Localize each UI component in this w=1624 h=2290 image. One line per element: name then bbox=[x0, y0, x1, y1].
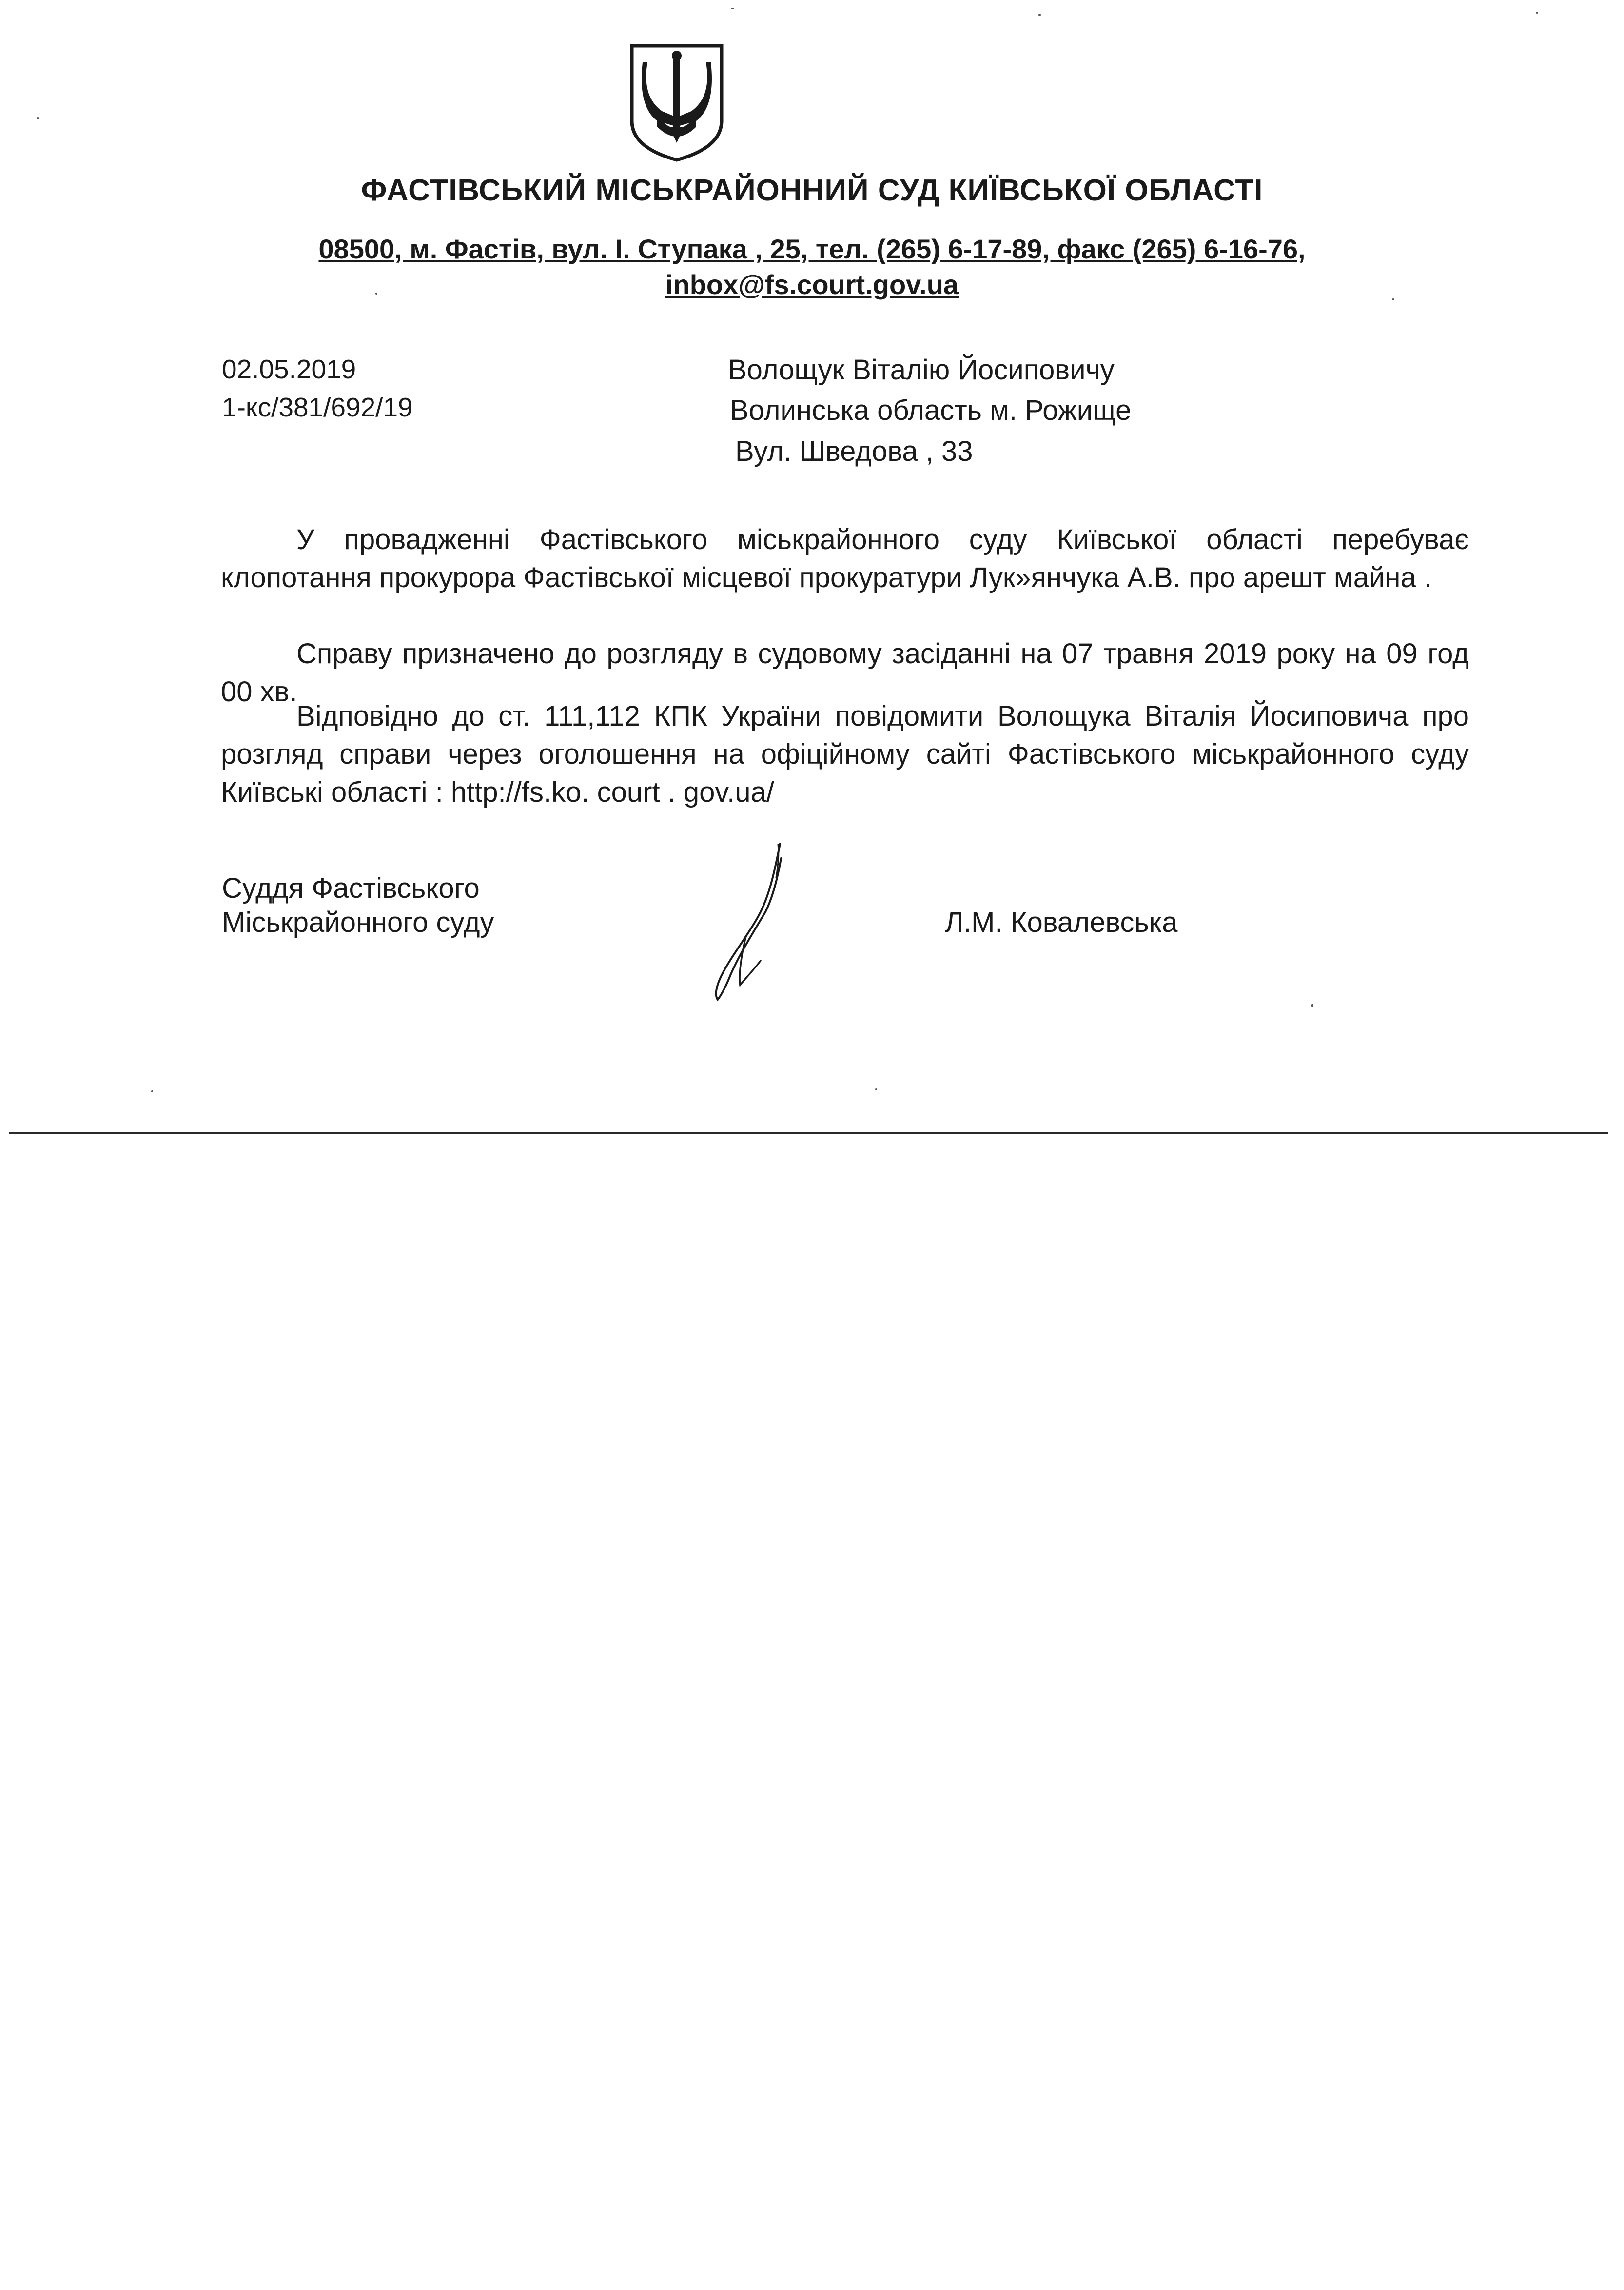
scan-speck bbox=[731, 8, 734, 9]
scan-speck bbox=[1392, 298, 1394, 300]
trident-coat-of-arms-icon bbox=[628, 43, 725, 163]
document-reference-number: 1-кс/381/692/19 bbox=[222, 392, 413, 422]
addressee-name: Волощук Віталію Йосиповичу bbox=[728, 354, 1115, 386]
signatory-title-line-1: Суддя Фастівського bbox=[222, 872, 480, 904]
court-name: ФАСТІВСЬКИЙ МІСЬКРАЙОННИЙ СУД КИЇВСЬКОЇ ОБЛАСТІ bbox=[361, 174, 1263, 207]
addressee-region: Волинська область м. Рожище bbox=[730, 395, 1132, 426]
scan-speck bbox=[37, 117, 39, 119]
page-divider bbox=[9, 1132, 1608, 1134]
scan-speck bbox=[1038, 14, 1041, 16]
judge-name: Л.М. Ковалевська bbox=[945, 907, 1178, 938]
court-address: 08500, м. Фастів, вул. І. Ступака , 25, тел. (265) 6-17-89, факс (265) 6-16-76, bbox=[318, 234, 1306, 264]
signatory-title-line-2: Міськрайонного суду bbox=[222, 907, 494, 938]
addressee-street: Вул. Шведова , 33 bbox=[735, 435, 973, 467]
scan-speck bbox=[1536, 12, 1538, 14]
scan-speck bbox=[875, 1088, 877, 1090]
scan-speck bbox=[375, 293, 377, 295]
scan-speck bbox=[151, 1090, 153, 1092]
body-paragraph-1: У провадженні Фастівського міськрайонного суду Київської області перебуває клопотання прокурора Фастівської місцевої прокуратури Лук»янчука А.В. про арешт майна . bbox=[221, 524, 1469, 593]
handwritten-signature bbox=[692, 839, 804, 1005]
scan-speck bbox=[1311, 1004, 1313, 1007]
court-email-link[interactable]: inbox@fs.court.gov.ua bbox=[665, 269, 959, 300]
body-paragraph-2: Справу призначено до розгляду в судовому засіданні на 07 травня 2019 року на 09 год 00 хв. bbox=[221, 638, 1469, 708]
document-date: 02.05.2019 bbox=[222, 354, 356, 384]
body-paragraph-3: Відповідно до ст. 111,112 КПК України повідомити Волощука Віталія Йосиповича про розгляд справи через оголошення на офіційному сайті Фастівського міськрайонного суду Київські області : http://fs.ko. court . gov.ua/ bbox=[221, 700, 1469, 808]
